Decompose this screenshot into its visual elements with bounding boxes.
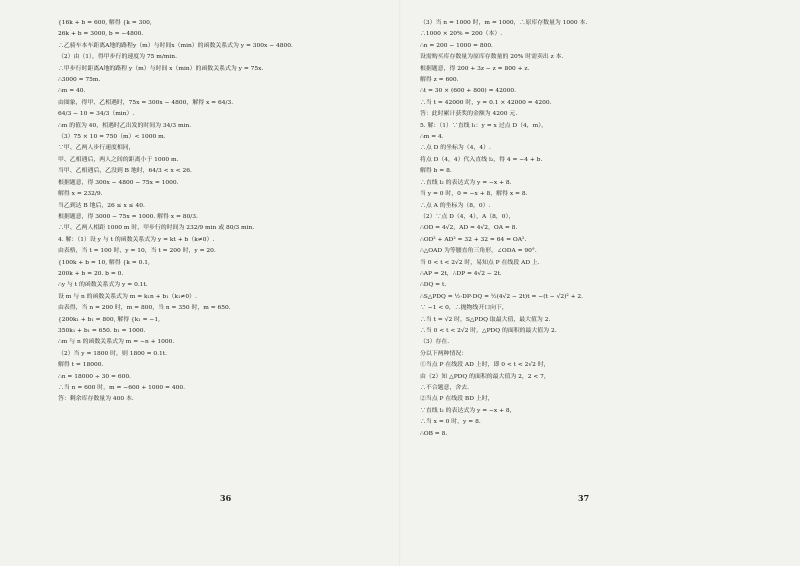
text-line: ∵ −1 < 0，∴抛物线开口向下， [420, 305, 508, 312]
text-line: ∴m = 4. [420, 134, 444, 141]
text-line: ②当点 P 在线段 BD 上时， [420, 396, 494, 403]
text-line: 分以下两种情况： [420, 350, 468, 357]
text-line: ∴AP = 2t，∴DP = 4√2 − 2t. [420, 270, 502, 277]
text-line: 解得 x = 232/9. [58, 191, 103, 198]
text-line: 当 0 < t < 2√2 时，易知点 P 在线段 AD 上. [420, 259, 540, 266]
text-line: 甲、乙相遇后，两人之间的距离小于 1000 m. [58, 156, 179, 163]
text-line: 根据题意，得 300x − 4800 − 75x = 1000. [58, 179, 179, 186]
text-line: ∴当 n = 600 时，m = −600 + 1000 = 400. [58, 385, 185, 391]
text-line: ∴t = 30 × (600 + 800) = 42000. [420, 88, 517, 95]
text-line: 解得 t = 18000. [58, 362, 104, 369]
right-page-body [420, 18, 765, 440]
text-line: ∴OB = 8. [420, 430, 448, 437]
text-line: ∴乙骑车本车距离A地的路程y（m）与时间x（min）的函数关系式为 y = 300x − 4800. [58, 42, 293, 49]
text-line: ∴直线 l₂ 的表达式为 y = −x + 8. [420, 179, 512, 186]
text-line: ∴3000 = 75m. [58, 77, 101, 84]
text-line: ∴当 x = 0 时，y = 8. [420, 419, 481, 426]
text-line: （3）存在. [420, 339, 450, 346]
text-line: ①当点 P 在线段 AD 上时，即 0 < t < 2√2 时， [420, 362, 550, 369]
text-line: 答：剩余库存数量为 400 本. [58, 396, 134, 403]
text-line: 当乙到达 B 地后，26 ≤ x ≤ 40. [58, 202, 145, 209]
text-line: （3）75 × 10 = 750（m）< 1000 m. [58, 134, 166, 141]
text-line: 将点 D（4，4）代入直线 l₂，得 4 = −4 + b. [420, 156, 543, 163]
text-line: 由表格，当 t = 100 时，y = 10，当 t = 200 时，y = 20. [58, 248, 216, 255]
text-line: 由表得，当 n = 200 时，m = 800，当 n = 350 时，m = 650. [58, 305, 231, 312]
text-line: （3）当 n = 1000 时，m = 1000，∴原库存数量为 1000 本. [420, 20, 588, 26]
text-line: {100k + b = 10, 解得 {k = 0.1, [58, 259, 150, 266]
text-line: 64/3 − 10 = 34/3（min）. [58, 111, 135, 118]
text-line: 5. 解：（1）∵直线 l₁：y = x 过点 D（4，m）， [420, 122, 548, 129]
text-line: ∴当 t = √2 时，S△PDQ 取最大值，最大值为 2. [420, 316, 551, 323]
text-line: ∴m 的值为 40，相遇时乙出发的时间为 34/3 min. [58, 122, 192, 129]
text-line: 当 y = 0 时，0 = −x + 8，解得 x = 8. [420, 191, 528, 198]
right-page-number: 37 [578, 492, 590, 503]
text-line: ∴y 与 t 的函数关系式为 y = 0.1t. [58, 282, 148, 289]
text-line: ∴OD² + AD² = 32 + 32 = 64 = OA². [420, 236, 527, 243]
text-line: ∴点 A 的坐标为（8，0）. [420, 202, 491, 209]
left-page-body [58, 18, 403, 406]
right-page [420, 18, 765, 538]
text-line: 解得 z = 600. [420, 77, 459, 84]
text-line: ∴不合题意，舍去. [420, 385, 469, 391]
text-line: 设需购买库存数量为原库存数量的 20% 时需卖出 z 本. [420, 54, 564, 61]
text-line: ∴△OAD 为等腰直角三角形，∠ODA = 90°. [420, 248, 537, 255]
text-line: ∴OD = 4√2，AD = 4√2，OA = 8. [420, 225, 518, 232]
text-line: （2）由（1），得甲步行的速度为 75 m/min. [58, 54, 177, 61]
text-line: ∴m 与 n 的函数关系式为 m = −n + 1000. [58, 339, 175, 346]
text-line: ∵甲、乙两人步行速度相同， [58, 145, 135, 152]
text-line: 解得 b = 8. [420, 168, 452, 175]
text-line: （2）当 y = 1800 时，则 1800 = 0.1t. [58, 350, 167, 357]
text-line: ∴甲步行时距离A地的路程 y（m）与时间 x（min）的函数关系式为 y = 75x. [58, 65, 264, 72]
text-line: ∵直线 l₂ 的表达式为 y = −x + 8， [420, 407, 516, 414]
text-line: 4. 解：（1）设 y 与 t 的函数关系式为 y = kt + b（k≠0）. [58, 236, 215, 243]
text-line: ∴甲、乙两人相距 1000 m 时，甲步行的时间为 232/9 min 或 80/3 min. [58, 225, 255, 232]
text-line: （2）∵点 D（4，4），A（8，0）， [420, 213, 515, 220]
left-page-number: 36 [220, 492, 232, 503]
text-line: ∴m = 40. [58, 88, 86, 95]
text-line: ∴n = 200 − 1000 = 800. [420, 42, 493, 49]
text-line: 由图象，得甲、乙相遇时，75x = 300x − 4800，解得 x = 64/3. [58, 99, 234, 106]
text-line: ∴DQ = t. [420, 282, 447, 289]
text-line: 200k + b = 20. b = 0. [58, 270, 124, 277]
text-line: 设 m 与 n 的函数关系式为 m = k₁n + b₁（k₁≠0）. [58, 293, 197, 300]
text-line: 根据题意，得 200 + 3z − z = 800 + z. [420, 65, 530, 72]
text-line: 当甲、乙相遇后，乙没到 B 地时，64/3 < x < 26. [58, 168, 192, 175]
text-line: ∴1000 × 20% = 200（本）. [420, 31, 503, 38]
text-line: 根据题意，得 3000 − 75x = 1000. 解得 x = 80/3. [58, 213, 198, 220]
text-line: ∴当 0 < t < 2√2 时，△PDQ 的面积的最大值为 2. [420, 327, 557, 334]
text-line: {200k₁ + b₁ = 800, 解得 {k₁ = −1, [58, 316, 160, 323]
text-line: 由（2）知 △PDQ 的面积的最大值为 2，2 < 7， [420, 373, 550, 380]
text-line: {16k + b = 600, 解得 {k = 300, [58, 20, 152, 26]
text-line: ∴点 D 的坐标为（4，4）. [420, 145, 491, 152]
text-line: ∴n = 18000 ÷ 30 = 600. [58, 373, 131, 380]
text-line: ∴S△PDQ = ½·DP·DQ = ½(4√2 − 2t)t = −(t − √2)² + 2. [420, 293, 584, 300]
text-line: 26k + b = 3000, b = −4800. [58, 31, 144, 38]
left-page [58, 18, 403, 538]
text-line: 答：此时累计获奖的金额为 4200 元. [420, 111, 518, 118]
text-line: 350k₁ + b₁ = 650. b₁ = 1000. [58, 327, 146, 334]
text-line: ∴当 t = 42000 时，y = 0.1 × 42000 = 4200. [420, 99, 552, 106]
